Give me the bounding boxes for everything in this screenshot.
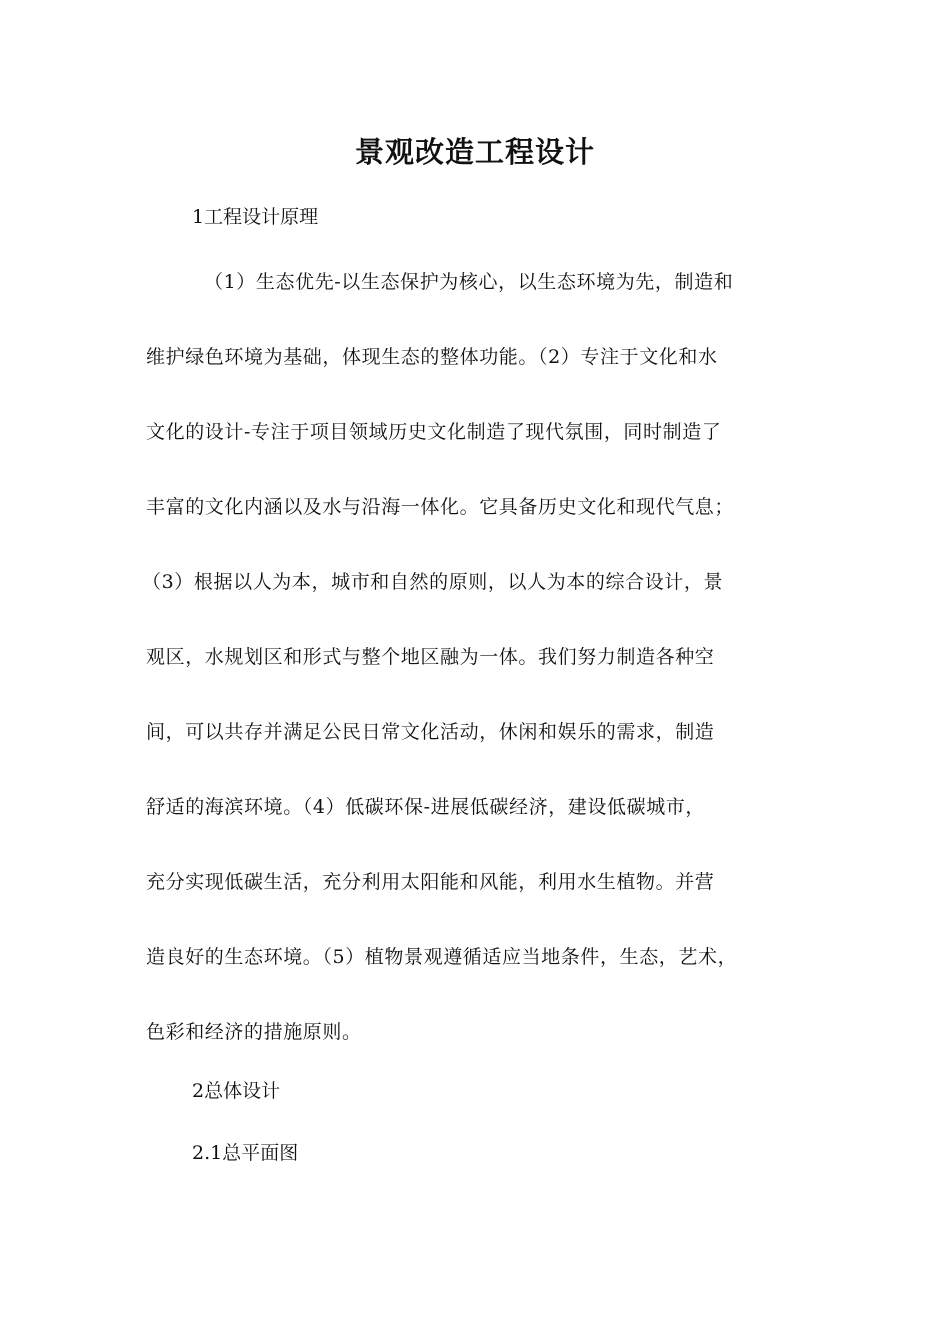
subsection-heading-site-plan: 2.1总平面图: [192, 1142, 299, 1164]
paragraph-line: （1）生态优先-以生态保护为核心，以生态环境为先，制造和: [204, 271, 734, 293]
paragraph-line: 维护绿色环境为基础，体现生态的整体功能。（2）专注于文化和水: [146, 346, 718, 368]
paragraph-line: 间，可以共存并满足公民日常文化活动，休闲和娱乐的需求，制造: [146, 721, 715, 743]
paragraph-line: 色彩和经济的措施原则。: [146, 1021, 362, 1043]
section-heading-overall-design: 2总体设计: [192, 1080, 281, 1102]
paragraph-line: 观区，水规划区和形式与整个地区融为一体。我们努力制造各种空: [146, 646, 715, 668]
section-body-paragraph: [142, 268, 826, 1048]
paragraph-line: 文化的设计-专注于项目领域历史文化制造了现代氛围，同时制造了: [146, 421, 722, 443]
document-title: 景观改造工程设计: [354, 135, 595, 169]
section-heading-engineering-principles: 1工程设计原理: [192, 206, 319, 228]
paragraph-line: 充分实现低碳生活，充分利用太阳能和风能，利用水生植物。并营: [146, 871, 715, 893]
paragraph-line: 舒适的海滨环境。（4）低碳环保-进展低碳经济，建设低碳城市，: [146, 796, 706, 818]
paragraph-line: 丰富的文化内涵以及水与沿海一体化。它具备历史文化和现代气息；: [146, 496, 735, 518]
paragraph-line: （3）根据以人为本，城市和自然的原则，以人为本的综合设计，景: [142, 571, 724, 593]
paragraph-line: 造良好的生态环境。（5）植物景观遵循适应当地条件，生态，艺术，: [146, 946, 738, 968]
